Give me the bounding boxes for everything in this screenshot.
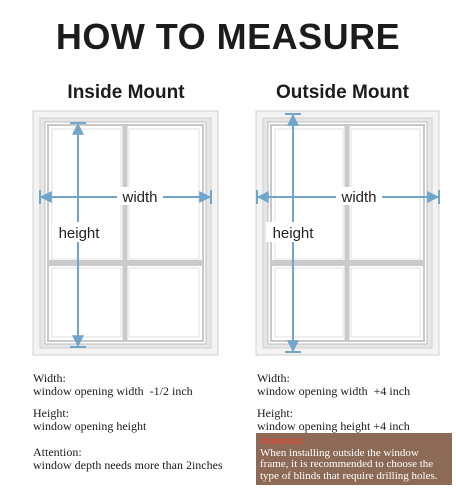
height-note-text: window opening height +4 inch	[257, 419, 410, 433]
width-note-title: Width:	[33, 371, 66, 385]
width-label: width	[122, 189, 158, 206]
inside-mount-heading: Inside Mount	[67, 82, 185, 103]
outside-mount-window-diagram	[255, 110, 445, 360]
outside-mount-notes	[257, 372, 452, 442]
width-note-text: window opening width +4 inch	[257, 384, 411, 398]
height-note-text: window opening height	[33, 419, 147, 433]
height-label: height	[58, 225, 100, 242]
width-note-text: window opening width -1/2 inch	[33, 384, 193, 398]
height-label: height	[272, 225, 314, 242]
attention-text: When installing outside the window frame, it is recommended to choose the type of blinds that require drilling holes.	[260, 446, 438, 482]
width-note-title: Width:	[257, 371, 290, 385]
page-title: HOW TO MEASURE	[55, 16, 401, 57]
inside-mount-notes	[33, 372, 248, 481]
height-note-title: Height:	[33, 406, 69, 420]
attention-note-text: window depth needs more than 2inches	[33, 458, 223, 472]
attention-box	[256, 433, 452, 485]
height-note-title: Height:	[257, 406, 293, 420]
attention-title: Attention:	[260, 435, 305, 447]
inside-mount-window-diagram	[32, 110, 222, 360]
outside-mount-heading: Outside Mount	[276, 82, 409, 103]
width-label: width	[341, 189, 377, 206]
attention-note-title: Attention:	[33, 445, 82, 459]
